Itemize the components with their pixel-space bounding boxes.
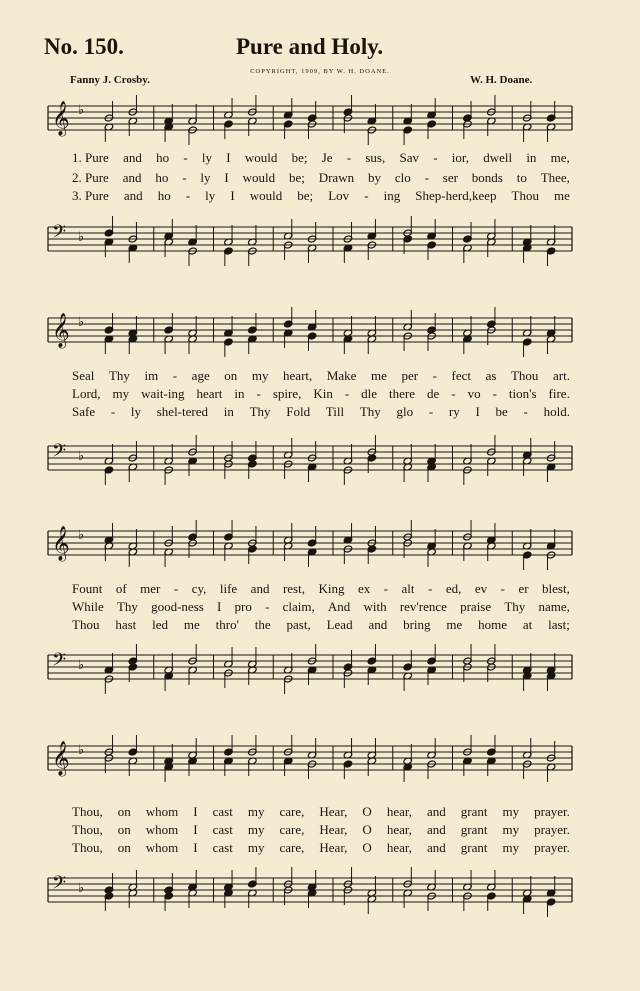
lyric-syllable: Lord, xyxy=(72,386,101,401)
lyric-syllable: as xyxy=(485,368,497,383)
composer-credit: W. H. Doane. xyxy=(470,74,533,86)
bass-clef-icon: 𝄢 xyxy=(52,222,67,247)
lyric-syllable: I xyxy=(226,150,231,165)
treble-staff-2 xyxy=(44,300,576,362)
treble-clef-icon: 𝄞 xyxy=(52,313,70,348)
lyric-syllable: hear, xyxy=(386,804,412,819)
lyric-syllable: whom xyxy=(145,840,179,855)
lyric-syllable: ser xyxy=(442,170,458,185)
lyric-syllable: - xyxy=(183,150,188,165)
lyric-syllable: I xyxy=(193,840,198,855)
lyric-syllable: Thou, xyxy=(72,822,103,837)
lyric-syllable: Thy xyxy=(116,599,138,614)
lyric-syllable: clo xyxy=(394,170,411,185)
svg-text:♭: ♭ xyxy=(78,881,85,896)
svg-text:♭: ♭ xyxy=(78,315,85,330)
lyric-syllable: my xyxy=(502,822,520,837)
lyric-syllable: - xyxy=(432,368,437,383)
lyric-line-1-1 xyxy=(72,150,570,166)
lyric-syllable: spire, xyxy=(272,386,302,401)
lyric-syllable: Fount xyxy=(72,581,103,596)
lyric-syllable: hear, xyxy=(386,822,412,837)
lyric-syllable: heart, xyxy=(283,368,313,383)
lyric-syllable: whom xyxy=(145,804,179,819)
lyric-syllable: O xyxy=(362,840,372,855)
music-system-4 xyxy=(44,730,576,920)
lyric-syllable: thro' xyxy=(215,617,239,632)
lyric-syllable: - xyxy=(424,170,429,185)
lyric-syllable: Je xyxy=(321,150,333,165)
lyric-syllable: name, xyxy=(538,599,570,614)
lyric-syllable: Lead xyxy=(326,617,353,632)
lyric-syllable: my xyxy=(247,840,265,855)
lyric-syllable: my xyxy=(502,804,520,819)
lyric-syllable: im xyxy=(144,368,159,383)
lyric-syllable: shel-tered xyxy=(156,404,208,419)
lyric-syllable: - xyxy=(265,599,270,614)
lyric-syllable: prayer. xyxy=(534,840,570,855)
lyric-syllable: me xyxy=(446,617,463,632)
lyric-syllable: ho xyxy=(156,150,170,165)
lyric-line-1-3 xyxy=(72,188,570,204)
lyric-syllable: grant xyxy=(460,840,488,855)
lyric-syllable: claim, xyxy=(282,599,315,614)
lyric-syllable: good-ness xyxy=(151,599,204,614)
lyric-syllable: ing xyxy=(383,188,401,203)
lyric-syllable: would xyxy=(244,150,278,165)
lyric-syllable: - xyxy=(523,404,528,419)
lyric-syllable: on xyxy=(117,804,131,819)
lyric-syllable: and xyxy=(426,804,446,819)
lyric-syllable: with xyxy=(363,599,387,614)
lyric-syllable: blest, xyxy=(542,581,570,596)
bass-staff-1 xyxy=(44,207,576,272)
lyric-syllable: King xyxy=(318,581,345,596)
lyric-syllable: there xyxy=(389,386,416,401)
lyric-line-4-2 xyxy=(72,822,570,838)
lyric-syllable: I xyxy=(475,404,480,419)
lyric-syllable: per xyxy=(401,368,419,383)
lyric-syllable: prayer. xyxy=(534,822,570,837)
svg-text:♭: ♭ xyxy=(78,743,85,758)
lyric-syllable: - xyxy=(172,368,178,383)
lyric-syllable: be; xyxy=(288,170,305,185)
hymn-number: No. 150. xyxy=(44,34,124,59)
lyric-syllable: to xyxy=(516,170,527,185)
lyric-syllable: Thou xyxy=(511,188,539,203)
lyric-syllable: wait-ing xyxy=(141,386,185,401)
bass-staff-4 xyxy=(44,862,576,922)
lyric-line-2-3 xyxy=(72,404,570,420)
lyric-syllable: in xyxy=(526,150,537,165)
lyric-syllable: I xyxy=(224,170,229,185)
lyric-syllable: Kin xyxy=(313,386,333,401)
lyric-syllable: care, xyxy=(279,804,305,819)
lyric-syllable: 2. Pure xyxy=(72,170,109,185)
lyric-syllable: my xyxy=(112,386,130,401)
lyric-syllable: Thou, xyxy=(72,804,103,819)
lyric-syllable: in xyxy=(223,404,234,419)
lyric-syllable: ly xyxy=(205,188,216,203)
lyric-syllable: fire. xyxy=(548,386,570,401)
lyric-syllable: - xyxy=(492,386,497,401)
lyric-syllable: my xyxy=(502,840,520,855)
lyric-syllable: last; xyxy=(548,617,570,632)
lyric-syllable: Thee, xyxy=(540,170,570,185)
lyric-syllable: While xyxy=(72,599,104,614)
lyric-syllable: Hear, xyxy=(319,804,348,819)
lyric-syllable: Hear, xyxy=(319,822,348,837)
lyric-syllable: ex xyxy=(357,581,371,596)
lyric-syllable: I xyxy=(230,188,235,203)
lyricist-credit: Fanny J. Crosby. xyxy=(70,74,150,86)
lyric-syllable: - xyxy=(344,386,350,401)
bass-staff-3 xyxy=(44,637,576,699)
svg-text:♭: ♭ xyxy=(78,230,85,245)
lyric-syllable: home xyxy=(478,617,508,632)
svg-text:♭: ♭ xyxy=(78,658,85,673)
lyric-syllable: - xyxy=(173,581,179,596)
lyric-line-1-2 xyxy=(72,170,570,186)
lyric-syllable: Thou xyxy=(72,617,100,632)
lyric-syllable: Sav xyxy=(399,150,419,165)
lyric-syllable: and xyxy=(426,822,446,837)
lyric-syllable: tion's xyxy=(508,386,537,401)
lyric-syllable: mer xyxy=(140,581,161,596)
lyric-syllable: Drawn xyxy=(318,170,355,185)
lyric-syllable: And xyxy=(327,599,351,614)
lyric-syllable: cast xyxy=(212,822,233,837)
lyric-syllable: cast xyxy=(212,804,233,819)
lyric-syllable: cast xyxy=(212,840,233,855)
treble-clef-icon: 𝄞 xyxy=(52,101,70,136)
treble-staff-4 xyxy=(44,730,576,790)
lyric-syllable: of xyxy=(115,581,127,596)
svg-text:♭: ♭ xyxy=(78,528,85,543)
lyric-syllable: rev'rence xyxy=(399,599,447,614)
lyric-syllable: Thou xyxy=(510,368,539,383)
treble-staff-3 xyxy=(44,515,576,575)
lyric-syllable: praise xyxy=(460,599,492,614)
lyric-syllable: hear, xyxy=(386,840,412,855)
lyric-syllable: and xyxy=(123,150,142,165)
lyric-syllable: fect xyxy=(451,368,472,383)
lyric-syllable: age xyxy=(191,368,210,383)
lyric-syllable: the xyxy=(254,617,271,632)
bass-staff-2 xyxy=(44,426,576,490)
lyric-syllable: be xyxy=(495,404,508,419)
lyric-syllable: grant xyxy=(460,804,488,819)
lyric-syllable: my xyxy=(247,822,265,837)
lyric-syllable: on xyxy=(117,840,131,855)
lyric-syllable: Seal xyxy=(72,368,95,383)
lyric-syllable: in xyxy=(234,386,245,401)
lyric-syllable: - xyxy=(346,150,352,165)
lyric-syllable: ho xyxy=(157,188,171,203)
bass-clef-icon: 𝄢 xyxy=(52,873,67,898)
lyric-syllable: and xyxy=(123,188,143,203)
svg-text:♭: ♭ xyxy=(78,103,85,118)
lyric-syllable: be; xyxy=(291,150,308,165)
lyric-line-2-2 xyxy=(72,386,570,402)
lyric-syllable: life xyxy=(219,581,238,596)
lyric-syllable: care, xyxy=(279,840,305,855)
lyric-syllable: art. xyxy=(553,368,570,383)
lyric-syllable: by xyxy=(367,170,381,185)
lyric-syllable: and xyxy=(368,617,388,632)
treble-clef-icon: 𝄞 xyxy=(52,526,70,561)
lyric-syllable: cy, xyxy=(191,581,207,596)
lyric-syllable: ed, xyxy=(445,581,462,596)
lyric-syllable: heart xyxy=(196,386,223,401)
lyric-syllable: Fold xyxy=(286,404,311,419)
lyric-syllable: - xyxy=(433,150,438,165)
lyric-syllable: ly xyxy=(200,170,211,185)
lyric-syllable: - xyxy=(110,404,116,419)
lyric-syllable: my xyxy=(251,368,269,383)
lyric-syllable: and xyxy=(122,170,142,185)
lyric-syllable: de xyxy=(427,386,440,401)
lyric-syllable: Shep-herd,keep xyxy=(415,188,497,203)
lyric-syllable: Thy xyxy=(108,368,130,383)
lyric-syllable: and xyxy=(250,581,270,596)
lyric-syllable: hast xyxy=(115,617,137,632)
lyric-syllable: - xyxy=(451,386,456,401)
lyric-syllable: would xyxy=(249,188,283,203)
lyric-syllable: bring xyxy=(403,617,431,632)
lyric-syllable: glo xyxy=(396,404,414,419)
lyric-syllable: - xyxy=(185,188,191,203)
lyric-syllable: - xyxy=(428,404,434,419)
lyric-syllable: Thy xyxy=(504,599,526,614)
lyric-syllable: be; xyxy=(297,188,314,203)
svg-text:♭: ♭ xyxy=(78,449,85,464)
lyric-syllable: my xyxy=(247,804,265,819)
lyric-syllable: whom xyxy=(145,822,179,837)
lyric-syllable: Safe xyxy=(72,404,96,419)
lyric-syllable: Hear, xyxy=(319,840,348,855)
treble-clef-icon: 𝄞 xyxy=(52,741,70,776)
lyric-syllable: Thou, xyxy=(72,840,103,855)
lyric-syllable: - xyxy=(428,581,433,596)
lyric-line-2-1 xyxy=(72,368,570,384)
lyric-syllable: - xyxy=(182,170,187,185)
lyric-syllable: O xyxy=(362,804,372,819)
lyric-syllable: dwell xyxy=(483,150,513,165)
lyric-syllable: me xyxy=(183,617,200,632)
lyric-syllable: I xyxy=(193,804,198,819)
lyric-line-3-2 xyxy=(72,599,570,615)
lyric-syllable: ev xyxy=(474,581,488,596)
lyric-syllable: sus, xyxy=(365,150,386,165)
lyric-syllable: me xyxy=(371,368,387,383)
lyric-line-4-1 xyxy=(72,804,570,820)
lyric-syllable: I xyxy=(217,599,222,614)
bass-clef-icon: 𝄢 xyxy=(52,650,67,675)
lyric-syllable: on xyxy=(224,368,238,383)
lyric-syllable: pro xyxy=(234,599,252,614)
lyric-syllable: er xyxy=(518,581,529,596)
lyric-line-4-3 xyxy=(72,840,570,856)
lyric-syllable: ho xyxy=(155,170,169,185)
copyright-notice: COPYRIGHT, 1909, BY W. H. DOANE. xyxy=(250,68,390,75)
lyric-syllable: alt xyxy=(401,581,415,596)
lyric-syllable: Lov xyxy=(328,188,350,203)
lyric-syllable: I xyxy=(193,822,198,837)
lyric-syllable: bonds xyxy=(471,170,503,185)
lyric-syllable: grant xyxy=(460,822,488,837)
lyric-syllable: Thy xyxy=(249,404,271,419)
lyric-syllable: Make xyxy=(326,368,357,383)
lyric-syllable: dle xyxy=(361,386,378,401)
lyric-syllable: and xyxy=(426,840,446,855)
lyric-syllable: Thy xyxy=(359,404,381,419)
lyric-syllable: me, xyxy=(550,150,570,165)
lyric-syllable: 3. Pure xyxy=(72,188,109,203)
lyric-syllable: led xyxy=(152,617,169,632)
lyric-syllable: ly xyxy=(130,404,142,419)
lyric-syllable: ly xyxy=(201,150,213,165)
music-system-2 xyxy=(44,300,576,490)
lyric-line-3-3 xyxy=(72,617,570,633)
lyric-syllable: - xyxy=(500,581,505,596)
lyric-syllable: prayer. xyxy=(534,804,570,819)
lyric-syllable: hold. xyxy=(543,404,570,419)
lyric-line-3-1 xyxy=(72,581,570,597)
lyric-syllable: at xyxy=(522,617,533,632)
bass-clef-icon: 𝄢 xyxy=(52,441,67,466)
music-system-1 xyxy=(44,92,576,272)
lyric-syllable: rest, xyxy=(282,581,305,596)
lyric-syllable: - xyxy=(256,386,261,401)
lyric-syllable: - xyxy=(364,188,369,203)
lyric-syllable: - xyxy=(383,581,389,596)
hymn-title: Pure and Holy. xyxy=(236,34,384,59)
lyric-syllable: me xyxy=(554,188,570,203)
treble-staff-1 xyxy=(44,92,576,152)
lyric-syllable: ry xyxy=(448,404,460,419)
lyric-syllable: 1. Pure xyxy=(72,150,109,165)
lyric-syllable: care, xyxy=(279,822,305,837)
lyric-syllable: past, xyxy=(286,617,311,632)
lyric-syllable: ior, xyxy=(451,150,469,165)
lyric-syllable: vo xyxy=(467,386,481,401)
lyric-syllable: Till xyxy=(325,404,345,419)
music-system-3 xyxy=(44,515,576,695)
lyric-syllable: would xyxy=(242,170,276,185)
lyric-syllable: O xyxy=(362,822,372,837)
lyric-syllable: on xyxy=(117,822,131,837)
